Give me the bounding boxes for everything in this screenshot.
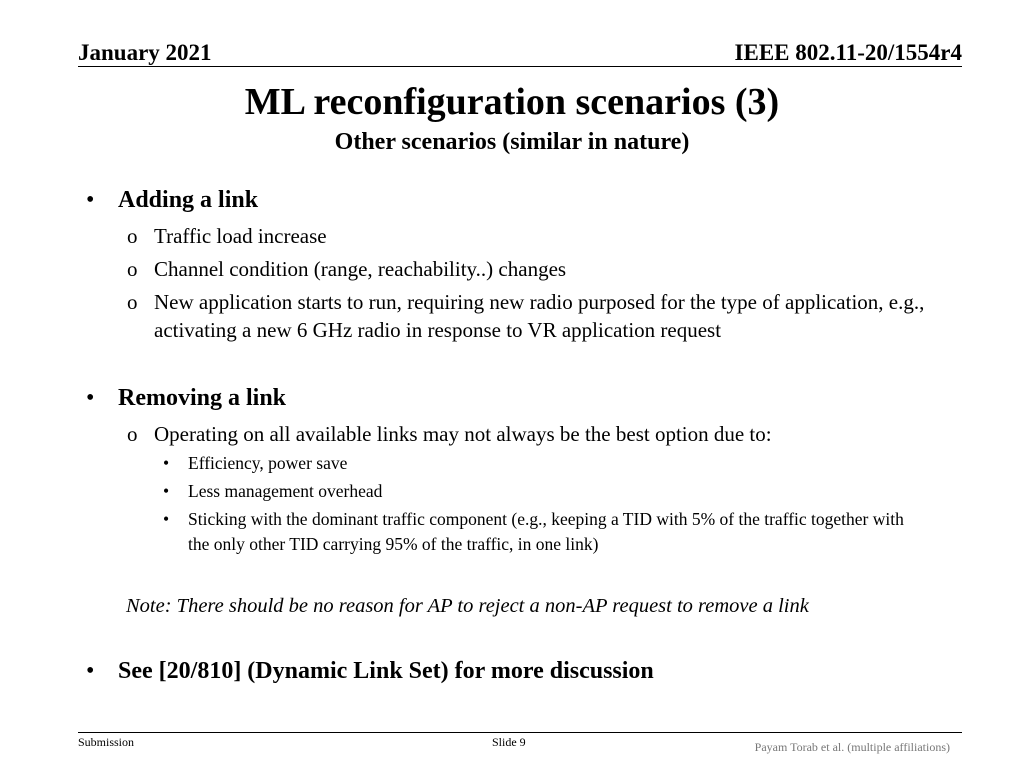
footer-slide-number: Slide 9	[492, 735, 526, 749]
slide-subtitle: Other scenarios (similar in nature)	[334, 129, 690, 155]
bullet-marker: •	[86, 187, 95, 213]
bullet-heading: See [20/810] (Dynamic Link Set) for more discussion	[118, 658, 654, 684]
sub-sub-bullet-marker: •	[163, 453, 170, 473]
sub-sub-bullet-marker: •	[163, 509, 170, 529]
list-item-text: New application starts to run, requiring new radio purposed for the type of application, e.g., activating a new 6 GHz radio in response to VR application request	[154, 290, 925, 342]
note-text: Note: There should be no reason for AP to reject a non-AP request to remove a link	[126, 595, 809, 617]
sub-bullet-marker: o	[127, 257, 138, 281]
slide-title: ML reconfiguration scenarios (3)	[244, 81, 780, 123]
header-date: January 2021	[78, 40, 212, 65]
list-item-text: Traffic load increase	[154, 224, 327, 248]
list-item-text: Efficiency, power save	[188, 453, 348, 473]
footer-divider	[78, 732, 962, 733]
list-item-text: Operating on all available links may not always be the best option due to:	[154, 422, 772, 446]
sub-bullet-marker: o	[127, 422, 138, 446]
list-item-text: Sticking with the dominant traffic component (e.g., keeping a TID with 5% of the traffic together with the only other TID carrying 95% of the traffic, in one link)	[188, 509, 904, 554]
list-item-text: Channel condition (range, reachability..) changes	[154, 257, 567, 281]
list-item-text: Less management overhead	[188, 481, 383, 501]
bullet-marker: •	[86, 385, 95, 411]
sub-bullet-marker: o	[127, 290, 138, 314]
footer-authors: Payam Torab et al. (multiple affiliations)	[754, 740, 950, 754]
footer-submission: Submission	[78, 735, 135, 749]
bullet-marker: •	[86, 658, 95, 684]
header-doc-id: IEEE 802.11-20/1554r4	[734, 40, 962, 65]
bullet-heading: Removing a link	[118, 385, 287, 411]
header-divider	[78, 66, 962, 67]
bullet-heading: Adding a link	[118, 187, 259, 213]
sub-bullet-marker: o	[127, 224, 138, 248]
sub-sub-bullet-marker: •	[163, 481, 170, 501]
